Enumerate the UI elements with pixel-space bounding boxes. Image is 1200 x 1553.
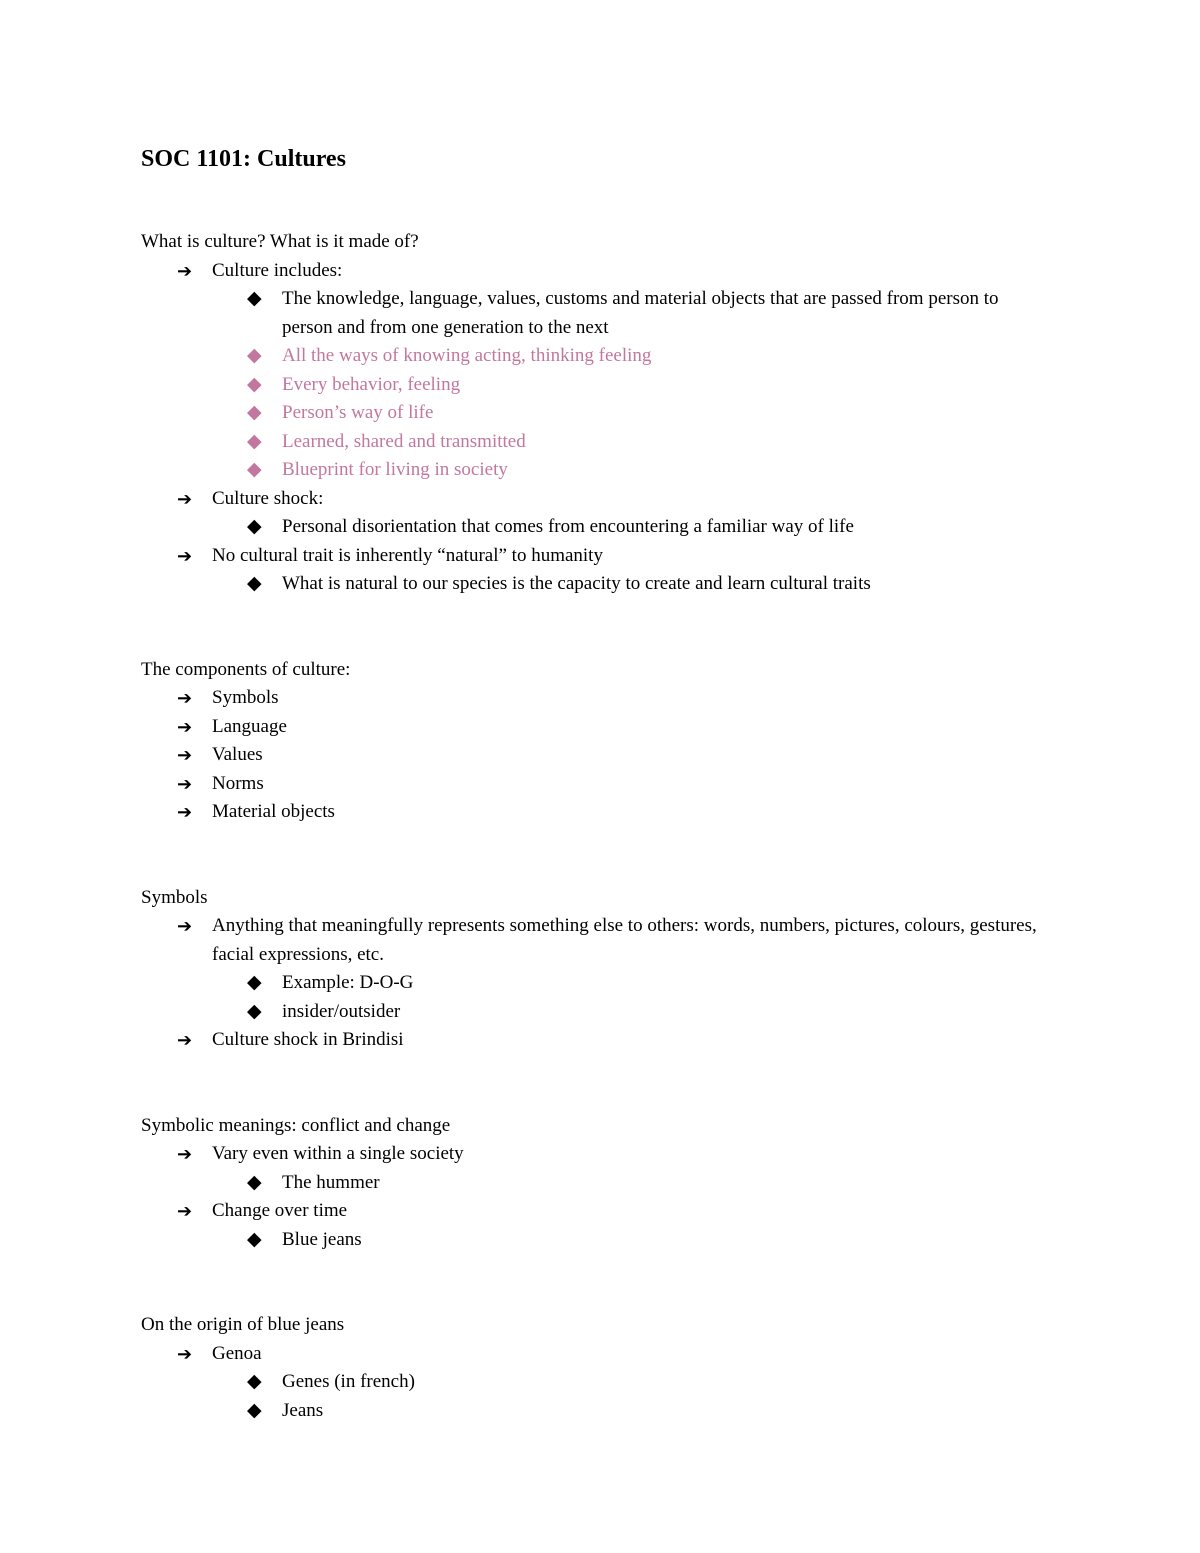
- list-item: [141, 456, 1041, 485]
- list-item-text: Norms: [212, 772, 264, 794]
- list-item-text: Personal disorientation that comes from encountering a familiar way of life: [282, 516, 854, 537]
- list-item-text: insider/outsider: [282, 1000, 401, 1022]
- list-item-text: All the ways of knowing acting, thinking feeling: [282, 345, 652, 366]
- section: [141, 228, 1041, 599]
- list-item: [141, 542, 1041, 571]
- arrow-bullet-icon: ➔: [177, 545, 193, 566]
- list-item: [141, 1368, 1041, 1397]
- list-item-text: Jeans: [282, 1399, 324, 1421]
- section: [141, 1311, 1041, 1425]
- list-item-text: The hummer: [282, 1171, 380, 1193]
- diamond-bullet-icon: ◆: [247, 345, 262, 366]
- arrow-bullet-icon: ➔: [177, 688, 193, 708]
- diamond-bullet-icon: ◆: [247, 402, 262, 423]
- diamond-bullet-icon: ◆: [247, 573, 262, 594]
- list-item-text: Values: [212, 744, 263, 765]
- list-item: [141, 741, 1041, 770]
- section-heading: On the origin of blue jeans: [141, 1314, 345, 1335]
- section-heading: Symbols: [141, 886, 208, 908]
- list-item: [141, 1397, 1041, 1426]
- list-item-text: Language: [212, 715, 287, 737]
- list-item: [141, 513, 1041, 542]
- list-item: [141, 428, 1041, 457]
- list-item: [141, 1340, 1041, 1369]
- list-item: [141, 1169, 1041, 1198]
- list-item-text: Blue jeans: [282, 1228, 362, 1250]
- diamond-bullet-icon: ◆: [247, 1171, 262, 1193]
- list-item-text: Blueprint for living in society: [282, 459, 508, 480]
- list-item: [141, 342, 1041, 371]
- diamond-bullet-icon: ◆: [247, 1399, 262, 1421]
- section-heading: Symbolic meanings: conflict and change: [141, 1114, 451, 1136]
- diamond-bullet-icon: ◆: [247, 1000, 262, 1022]
- list-item: [141, 998, 1041, 1027]
- section-heading: What is culture? What is it made of?: [141, 231, 419, 252]
- list-item: [141, 399, 1041, 428]
- arrow-bullet-icon: ➔: [177, 1030, 193, 1050]
- document-page: [141, 141, 1041, 1425]
- list-item-text: Vary even within a single society: [212, 1143, 464, 1164]
- list-item-text: Person’s way of life: [282, 402, 434, 423]
- list-item: [141, 912, 1041, 969]
- spacer: [141, 827, 1041, 884]
- diamond-bullet-icon: ◆: [247, 1371, 262, 1392]
- arrow-bullet-icon: ➔: [177, 260, 193, 281]
- arrow-bullet-icon: ➔: [177, 1343, 193, 1364]
- list-item-text: Learned, shared and transmitted: [282, 430, 526, 452]
- list-item-text: Symbols: [212, 687, 279, 708]
- list-item: [141, 285, 1041, 342]
- list-item: [141, 485, 1041, 514]
- diamond-bullet-icon: ◆: [247, 288, 262, 309]
- list-item-text: Culture shock in Brindisi: [212, 1029, 404, 1050]
- list-item-text: The knowledge, language, values, customs and material objects that are passed from person to person and from one generation to the next: [282, 288, 999, 338]
- list-item-text: Culture shock:: [212, 487, 324, 509]
- spacer: [141, 177, 1041, 228]
- diamond-bullet-icon: ◆: [247, 459, 262, 480]
- section-heading: The components of culture:: [141, 658, 351, 680]
- list-item-text: Culture includes:: [212, 259, 343, 281]
- list-item: [141, 1197, 1041, 1226]
- arrow-bullet-icon: ➔: [177, 745, 193, 765]
- diamond-bullet-icon: ◆: [247, 373, 262, 395]
- list-item: [141, 1226, 1041, 1255]
- spacer: [141, 1055, 1041, 1112]
- page-title: SOC 1101: Cultures: [141, 146, 346, 172]
- diamond-bullet-icon: ◆: [247, 1228, 262, 1250]
- spacer: [141, 599, 1041, 656]
- arrow-bullet-icon: ➔: [177, 802, 193, 822]
- list-item: [141, 1140, 1041, 1169]
- section: [141, 1112, 1041, 1255]
- list-item: [141, 969, 1041, 998]
- list-item: [141, 371, 1041, 400]
- arrow-bullet-icon: ➔: [177, 916, 193, 936]
- list-item: [141, 713, 1041, 742]
- spacer: [141, 1254, 1041, 1311]
- list-item: [141, 1026, 1041, 1055]
- list-item: [141, 570, 1041, 599]
- list-item: [141, 770, 1041, 799]
- arrow-bullet-icon: ➔: [177, 716, 193, 737]
- list-item-text: Genoa: [212, 1342, 262, 1364]
- list-item-text: Every behavior, feeling: [282, 373, 461, 395]
- list-item-text: What is natural to our species is the capacity to create and learn cultural traits: [282, 573, 871, 594]
- list-item: [141, 257, 1041, 286]
- diamond-bullet-icon: ◆: [247, 972, 262, 993]
- section: [141, 884, 1041, 1055]
- list-item-text: No cultural trait is inherently “natural” to humanity: [212, 544, 603, 566]
- list-item-text: Example: D-O-G: [282, 972, 414, 993]
- list-item-text: Material objects: [212, 801, 335, 822]
- arrow-bullet-icon: ➔: [177, 1144, 193, 1164]
- arrow-bullet-icon: ➔: [177, 773, 193, 794]
- list-item: [141, 684, 1041, 713]
- arrow-bullet-icon: ➔: [177, 1201, 193, 1221]
- list-item-text: Genes (in french): [282, 1371, 415, 1392]
- diamond-bullet-icon: ◆: [247, 516, 262, 537]
- list-item: [141, 798, 1041, 827]
- document-body: [141, 228, 1041, 1425]
- arrow-bullet-icon: ➔: [177, 488, 193, 509]
- section: [141, 656, 1041, 827]
- list-item-text: Anything that meaningfully represents something else to others: words, numbers, pictures, colours, gestures, facial expressions, etc.: [212, 915, 1037, 965]
- list-item-text: Change over time: [212, 1200, 348, 1221]
- diamond-bullet-icon: ◆: [247, 430, 262, 452]
